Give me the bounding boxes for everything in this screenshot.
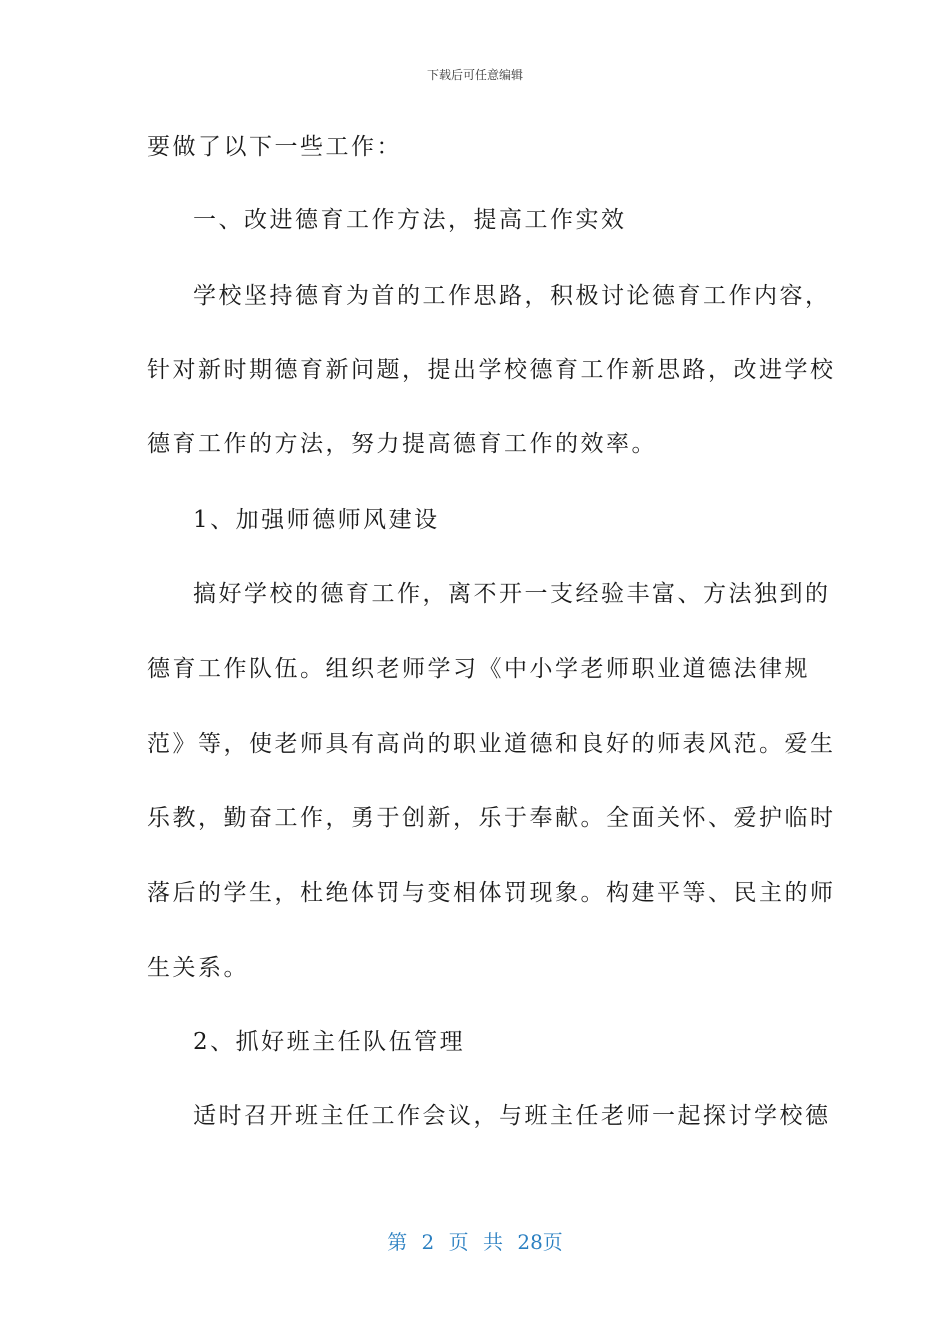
body-line: 针对新时期德育新问题，提出学校德育工作新思路，改进学校 xyxy=(147,357,836,383)
subsection-heading: 2、抓好班主任队伍管理 xyxy=(193,1029,466,1055)
body-line: 要做了以下一些工作： xyxy=(147,134,402,160)
body-line: 生关系。 xyxy=(147,955,249,981)
body-line: 乐教，勤奋工作，勇于创新，乐于奉献。全面关怀、爱护临时 xyxy=(147,805,836,831)
section-heading: 一、改进德育工作方法，提高工作实效 xyxy=(193,207,627,233)
body-line: 德育工作队伍。组织老师学习《中小学老师职业道德法律规 xyxy=(147,656,810,682)
page-header: 下载后可任意编辑 xyxy=(426,68,523,82)
body-line: 德育工作的方法，努力提高德育工作的效率。 xyxy=(147,431,657,457)
subsection-heading: 1、加强师德师风建设 xyxy=(193,507,440,533)
page-number-footer: 第 2 页 共 28页 xyxy=(387,1230,563,1254)
body-line: 搞好学校的德育工作，离不开一支经验丰富、方法独到的 xyxy=(193,581,831,607)
body-line: 适时召开班主任工作会议，与班主任老师一起探讨学校德 xyxy=(193,1103,831,1129)
body-line: 学校坚持德育为首的工作思路，积极讨论德育工作内容， xyxy=(193,283,831,309)
body-line: 落后的学生，杜绝体罚与变相体罚现象。构建平等、民主的师 xyxy=(147,880,836,906)
body-line: 范》等，使老师具有高尚的职业道德和良好的师表风范。爱生 xyxy=(147,731,836,757)
